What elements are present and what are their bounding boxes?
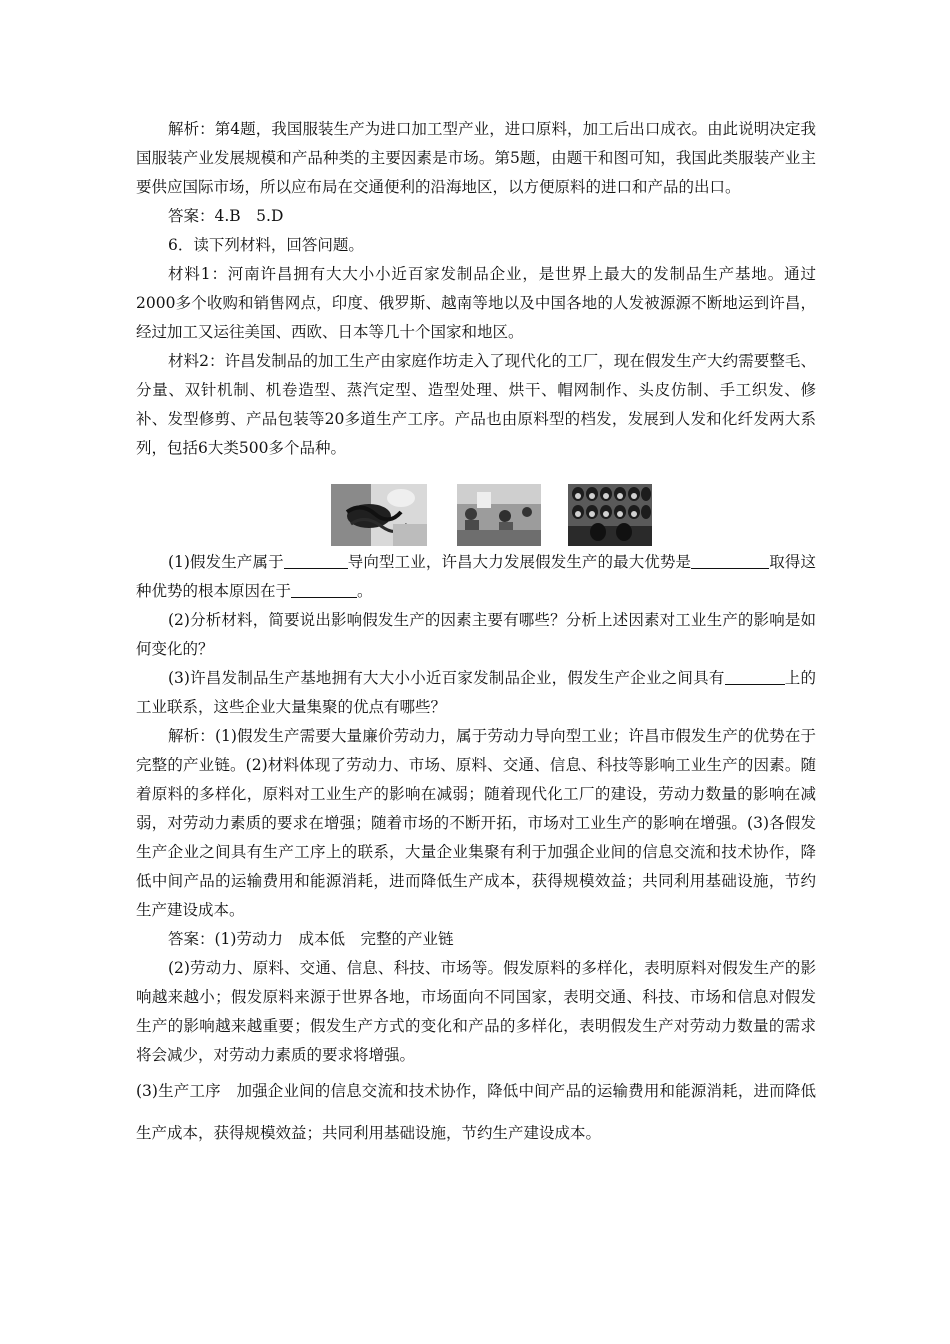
question-3-text-a: (3)许昌发制品生产基地拥有大大小小近百家发制品企业，假发生产企业之间具有 [168, 669, 725, 687]
question-3-blank [725, 669, 785, 686]
question-6-heading: 6．读下列材料，回答问题。 [168, 236, 364, 254]
questions-section [136, 548, 816, 1154]
question-1-blank-3 [291, 582, 357, 599]
hair-processing-photo [331, 484, 427, 546]
question-1-text-b: 导向型工业，许昌大力发展假发生产的最大优势是 [347, 553, 692, 571]
workshop-photo [457, 484, 541, 546]
question-1-blank-2 [691, 553, 769, 570]
analysis-paragraph-1: 解析：第4题，我国服装生产为进口加工型产业，进口原料，加工后出口成衣。由此说明决定我国服装产业发展规模和产品种类的主要因素是市场。第5题，由题干和图可知，我国此类服装产业主要供应国际市场，所以应布局在交通便利的沿海地区，以方便原料的进口和产品的出口。 [136, 120, 816, 196]
question-1-text-a: (1)假发生产属于 [168, 553, 284, 571]
material-1-paragraph: 材料1：河南许昌拥有大大小小近百家发制品企业，是世界上最大的发制品生产基地。通过2000多个收购和销售网点，印度、俄罗斯、越南等地以及中国各地的人发被源源不断地运到许昌，经过加工又运往美国、西欧、日本等几十个国家和地区。 [136, 265, 816, 341]
question-3-text-b: 上的工业联系，这些企业大量集聚的优点有哪些？ [136, 669, 816, 716]
answer-paragraph-2-3: (3)生产工序 加强企业间的信息交流和技术协作，降低中间产品的运输费用和能源消耗，进而降低生产成本，获得规模效益；共同利用基础设施，节约生产建设成本。 [136, 1082, 816, 1142]
wig-display-photo [568, 484, 652, 546]
question-1-text-d: 。 [357, 582, 373, 600]
answer-paragraph-2-1: 答案：(1)劳动力 成本低 完整的产业链 [168, 930, 454, 948]
question-3 [136, 664, 816, 722]
question-1 [136, 548, 816, 606]
answer-paragraph-1: 答案：4.B 5.D [168, 207, 284, 225]
question-1-text-c: 取得这种优势的根本原因在于 [136, 553, 816, 600]
question-2: (2)分析材料，简要说出影响假发生产的因素主要有哪些？分析上述因素对工业生产的影响是如何变化的？ [136, 611, 816, 658]
hair-production-photos [331, 484, 661, 548]
material-2-paragraph: 材料2：许昌发制品的加工生产由家庭作坊走入了现代化的工厂，现在假发生产大约需要整毛、分量、双针机制、机卷造型、蒸汽定型、造型处理、烘干、帽网制作、头皮仿制、手工织发、修补、发型修剪、产品包装等20多道生产工序。产品也由原料型的档发，发展到人发和化纤发两大系列，包括6大类500多个品种。 [136, 352, 816, 457]
answer-paragraph-2-2: (2)劳动力、原料、交通、信息、科技、市场等。假发原料的多样化，表明原料对假发生产的影响越来越小；假发原料来源于世界各地，市场面向不同国家，表明交通、科技、市场和信息对假发生产的影响越来越重要；假发生产方式的变化和产品的多样化，表明假发生产对劳动力数量的需求将会减少，对劳动力素质的要求将增强。 [136, 959, 816, 1064]
analysis-paragraph-2: 解析：(1)假发生产需要大量廉价劳动力，属于劳动力导向型工业；许昌市假发生产的优势在于完整的产业链。(2)材料体现了劳动力、市场、原料、交通、信息、科技等影响工业生产的因素。随着原料的多样化，原料对工业生产的影响在减弱；随着现代化工厂的建设，劳动力数量的影响在减弱，对劳动力素质的要求在增强；随着市场的不断开拓，市场对工业生产的影响在增强。(3)各假发生产企业之间具有生产工序上的联系，大量企业集聚有利于加强企业间的信息交流和技术协作，降低中间产品的运输费用和能源消耗，进而降低生产成本，获得规模效益；共同利用基础设施，节约生产建设成本。 [136, 727, 816, 919]
analysis-section-1 [136, 115, 816, 463]
question-1-blank-1 [284, 553, 348, 570]
